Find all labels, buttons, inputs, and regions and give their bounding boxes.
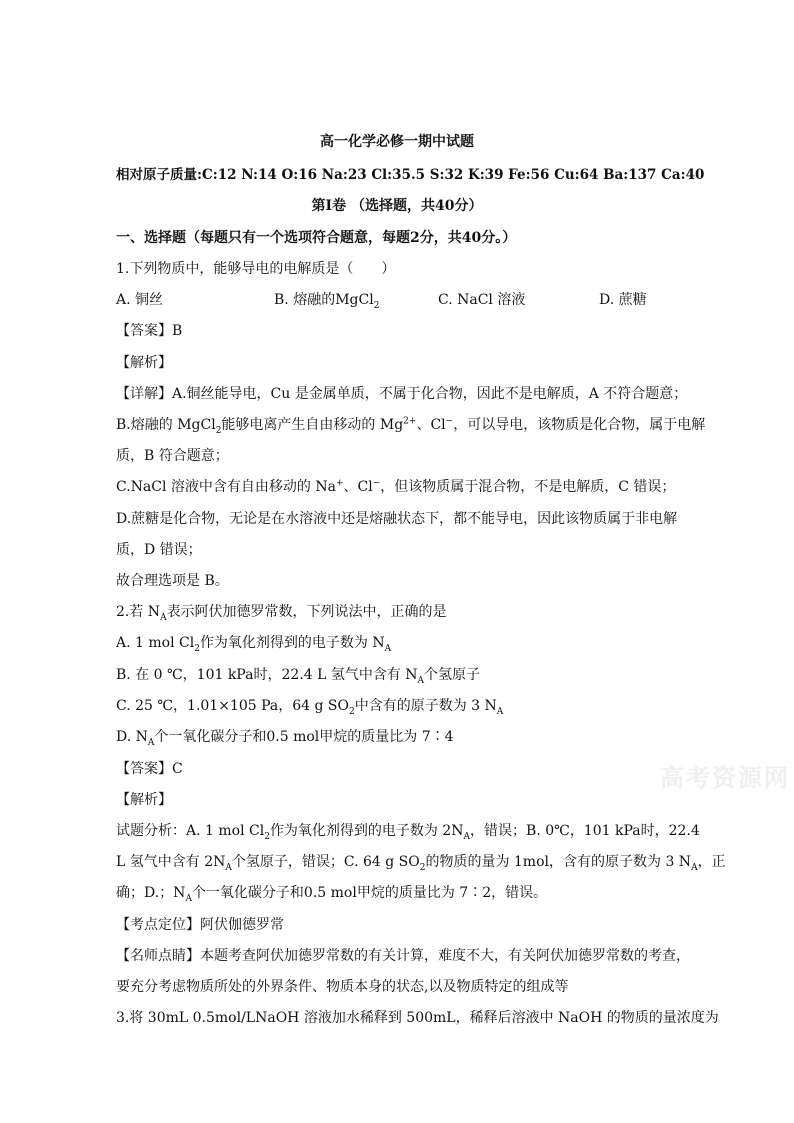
- q2-tip-line1: 【名师点睛】本题考查阿伏加德罗常数的有关计算，难度不大，有关阿伏加德罗常数的考查，: [116, 948, 690, 964]
- q1-detail-b-line2: 质，B 符合题意；: [116, 448, 229, 464]
- q2-analysis1-text3: ，错误；B. 0℃，101 kPa时，22.4: [470, 823, 700, 839]
- q2-point: 【考点定位】阿伏伽德罗常: [116, 917, 284, 933]
- q1-option-c: C. NaCl 溶液: [438, 292, 526, 308]
- q1-detail-c-text1: C.NaCl 溶液中含有自由移动的 Na: [116, 479, 336, 495]
- q2-option-b: [116, 666, 480, 684]
- q2-analysis1-sub1: 2: [264, 831, 270, 842]
- q2-option-a-text2: 作为氧化剂得到的电子数为 N: [199, 635, 385, 651]
- q2-analysis2-sub3: A: [691, 862, 698, 873]
- q1-detail-b-text3: 、Cl: [416, 417, 446, 433]
- q1-detail-b-sup1: 2+: [403, 416, 417, 427]
- q2-option-a: [116, 634, 391, 652]
- q2-analysis-line1: [116, 822, 700, 840]
- q1-detail-b-text2: 能够电离产生自由移动的 Mg: [221, 417, 404, 433]
- q1-detail-c-text2: 、Cl: [343, 479, 373, 495]
- q2-analysis-line3: [116, 884, 547, 902]
- q1-analysis-label: 【解析】: [116, 355, 172, 371]
- q2-option-c-text1: C. 25 ℃，1.01×105 Pa，64 g SO: [116, 698, 349, 714]
- q1-detail-c-sup2: −: [372, 478, 381, 489]
- q2-answer: 【答案】C: [116, 761, 183, 777]
- q2-option-d-text2: 个一氧化碳分子和0.5 mol甲烷的质量比为 7∶4: [154, 729, 454, 745]
- q2-analysis3-text2: 个一氧化碳分子和0.5 mol甲烷的质量比为 7∶2，错误。: [191, 885, 548, 901]
- q1-detail-d-line2: 质，D 错误；: [116, 542, 202, 558]
- q2-option-d-text1: D. N: [116, 729, 148, 745]
- q2-analysis1-text1: 试题分析：A. 1 mol Cl: [116, 823, 265, 839]
- q2-analysis-label: 【解析】: [116, 792, 172, 808]
- q1-detail-c-sup1: +: [335, 478, 344, 489]
- q2-option-b-text2: 个氢原子: [424, 667, 481, 683]
- q1-option-b-sub: 2: [373, 300, 380, 311]
- q2-analysis1-text2: 作为氧化剂得到的电子数为 2N: [269, 823, 464, 839]
- q2-option-d: [116, 728, 454, 746]
- q2-option-c: [116, 697, 503, 715]
- volume-heading: 第Ⅰ卷 （选择题，共40分）: [311, 198, 483, 214]
- q1-detail-b-sup2: −: [445, 416, 454, 427]
- q1-option-d: D. 蔗糖: [599, 292, 647, 308]
- q2-analysis2-sub1: A: [225, 862, 232, 873]
- q2-option-c-sub1: 2: [349, 706, 355, 717]
- document-title: 高一化学必修一期中试题: [320, 134, 474, 150]
- q2-analysis2-text2: 个氢原子，错误；C. 64 g SO: [231, 854, 420, 870]
- q1-conclusion: 故合理选项是 B。: [116, 573, 229, 589]
- q2-analysis2-text3: 的物质的量为 1mol，含有的原子数为 3 N: [425, 854, 692, 870]
- q2-analysis3-text1: 确；D.；N: [116, 885, 186, 901]
- q2-analysis2-text1: L 氢气中含有 2N: [116, 854, 226, 870]
- q2-analysis-line2: [116, 853, 726, 871]
- q2-option-a-sub2: A: [384, 643, 392, 654]
- q2-option-b-text1: B. 在 0 ℃，101 kPa时，22.4 L 氢气中含有 N: [116, 667, 418, 683]
- question-3-stem: 3.将 30mL 0.5mol/LNaOH 溶液加水稀释到 500mL，稀释后溶液中 NaOH 的物质的量浓度为: [116, 1010, 719, 1026]
- watermark: 高考资源网: [660, 764, 790, 792]
- q2-option-c-sub2: A: [496, 706, 504, 717]
- q1-answer: 【答案】B: [116, 323, 183, 339]
- q2-option-d-sub: A: [147, 737, 155, 748]
- question-1-stem: 1.下列物质中，能够导电的电解质是（ ）: [116, 261, 396, 277]
- q2-stem-text1: 2.若 N: [116, 604, 161, 620]
- section-heading: 一、选择题（每题只有一个选项符合题意，每题2分，共40分。）: [116, 230, 517, 246]
- q1-option-b: [274, 291, 379, 309]
- q1-option-b-text: B. 熔融的MgCl: [274, 292, 374, 308]
- q2-analysis2-text4: ，正: [697, 854, 726, 870]
- q1-option-a: A. 铜丝: [116, 292, 164, 308]
- q1-detail-b-text4: ，可以导电，该物质是化合物，属于电解: [453, 417, 706, 433]
- question-2-stem: [116, 603, 447, 621]
- q2-option-b-sub: A: [417, 675, 425, 686]
- q2-option-c-text2: 中含有的原子数为 3 N: [354, 698, 497, 714]
- q1-detail-b-text1: B.熔融的 MgCl: [116, 417, 216, 433]
- q2-stem-sub: A: [160, 612, 167, 623]
- q1-detail-b-sub: 2: [215, 425, 222, 436]
- q2-stem-text2: 表示阿伏加德罗常数，下列说法中，正确的是: [166, 604, 447, 620]
- q2-analysis2-sub2: 2: [419, 862, 426, 873]
- q1-detail-c-text3: ，但该物质属于混合物，不是电解质，C 错误；: [380, 479, 676, 495]
- q1-detail-a: 【详解】A.铜丝能导电，Cu 是金属单质，不属于化合物，因此不是电解质，A 不符合题意；: [116, 386, 688, 402]
- q2-analysis3-sub: A: [185, 893, 192, 904]
- q2-analysis1-sub2: A: [463, 831, 471, 842]
- atomic-masses-line: 相对原子质量:C:12 N:14 O:16 Na:23 Cl:35.5 S:32 K:39 Fe:56 Cu:64 Ba:137 Ca:40: [116, 167, 705, 183]
- q1-detail-b-line1: [116, 416, 705, 434]
- q2-option-a-text1: A. 1 mol Cl: [116, 635, 195, 651]
- q1-detail-c: [116, 478, 675, 496]
- q2-tip-line2: 要充分考虑物质所处的外界条件、物质本身的状态,以及物质特定的组成等: [116, 979, 569, 995]
- q1-detail-d-line1: D.蔗糖是化合物，无论是在水溶液中还是熔融状态下，都不能导电，因此该物质属于非电解: [116, 511, 678, 527]
- q2-option-a-sub1: 2: [194, 643, 200, 654]
